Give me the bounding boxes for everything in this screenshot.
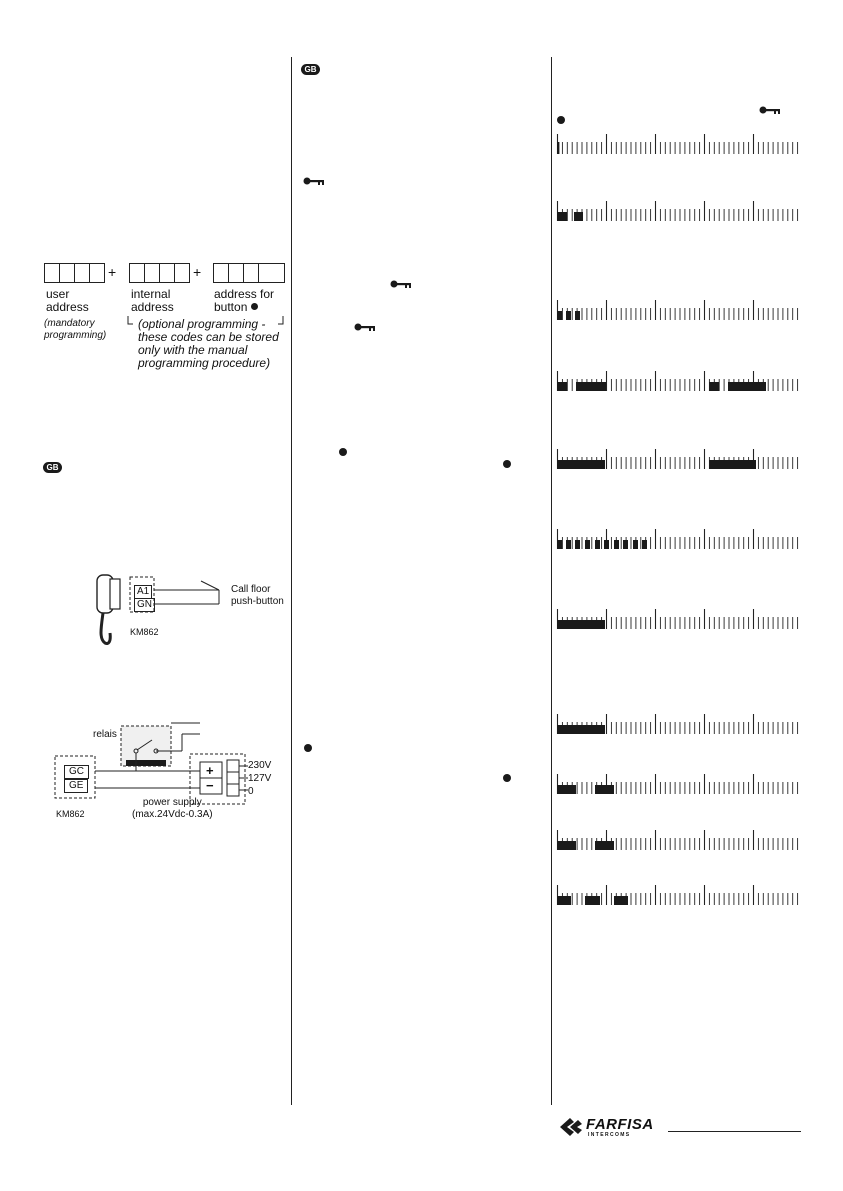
intercom-handset-icon [95,573,125,648]
button-dot-icon [503,774,511,782]
brand-subtitle: I N T E R C O M S [588,1132,630,1138]
pulse-bar [557,725,605,734]
pulse-bar [709,382,719,391]
pulse-bar [557,382,567,391]
column-divider-right [551,57,552,1105]
column-divider-left [291,57,292,1105]
key-icon [303,177,325,186]
internal-address-cell [129,263,145,283]
footer-rule [668,1131,801,1132]
plus-terminal: + [206,763,214,778]
pulse-bar [728,382,766,391]
pulse-bar [585,540,590,549]
user-address-cell [44,263,60,283]
terminal-gc: GC [64,765,89,779]
key-icon [354,323,376,332]
key-icon [759,106,781,115]
mandatory-note: (mandatory programming) [44,318,107,341]
pulse-bar [557,896,571,905]
button-dot-icon [304,744,312,752]
pulse-bar [595,785,614,794]
timing-row [557,609,801,633]
timing-row [557,449,801,473]
relay-label: relais [93,729,117,740]
pulse-bar [576,382,606,391]
power-supply-label: power supply (max.24Vdc-0.3A) [132,797,213,820]
pulse-bar [557,311,562,320]
button-dot-icon [339,448,347,456]
button-address-cell [258,263,285,283]
button-dot-icon [557,116,565,124]
timing-row [557,201,801,225]
plus-sign: + [193,264,202,280]
optional-note: (optional programming - these codes can be stored only with the manual programming procedure) [138,317,279,370]
internal-address-label: internal address [131,287,174,314]
pulse-bar [557,460,605,469]
timing-row [557,134,801,158]
pulse-bar [575,311,580,320]
pulse-bar [614,896,628,905]
voltage-230: 230V [248,760,272,771]
timing-row [557,774,801,798]
gb-badge: GB [301,64,320,75]
farfisa-logo-icon [558,1117,584,1137]
pulse-bar [585,896,600,905]
button-address-cell [243,263,259,283]
device-label: KM862 [130,627,159,637]
brand-name: FARFISA [586,1116,654,1133]
voltage-0: 0 [248,786,254,797]
pulse-bar [574,212,583,221]
pulse-bar [709,460,756,469]
user-address-cell [59,263,75,283]
minus-terminal: − [206,778,214,793]
button-address-label: address for button [214,287,275,314]
pulse-bar [604,540,609,549]
timing-row [557,714,801,738]
pulse-bar [557,620,605,629]
terminal-a1: A1 [134,585,152,599]
timing-row [557,371,801,395]
pulse-bar [557,841,576,850]
button-address-cell [228,263,244,283]
plus-sign: + [108,264,117,280]
button-address-cell [213,263,229,283]
timing-row [557,300,801,324]
key-icon [390,280,412,289]
button-dot-icon [503,460,511,468]
pulse-bar [595,841,614,850]
internal-address-cell [174,263,190,283]
voltage-127: 127V [248,773,272,784]
pulse-bar [557,785,576,794]
gb-badge: GB [43,462,62,473]
user-address-cell [89,263,105,283]
internal-address-cell [144,263,160,283]
device-label: KM862 [56,809,85,819]
terminal-gn: GN [134,598,155,612]
pulse-bar [557,142,559,154]
internal-address-cell [159,263,175,283]
timing-row [557,830,801,854]
call-floor-button-label: Call floor push-button [231,584,284,607]
user-address-cell [74,263,90,283]
pulse-bar [595,540,600,549]
pulse-bar [557,212,567,221]
pulse-bar [566,311,571,320]
pulse-bar [642,540,647,549]
pulse-bar [566,540,571,549]
timing-row [557,529,801,553]
pulse-bar [614,540,619,549]
pulse-bar [633,540,638,549]
button-dot-icon [251,303,258,310]
user-address-label: user address [46,287,89,314]
timing-row [557,885,801,909]
terminal-ge: GE [64,779,88,793]
pulse-bar [575,540,580,549]
pulse-bar [623,540,628,549]
pulse-bar [557,540,562,549]
